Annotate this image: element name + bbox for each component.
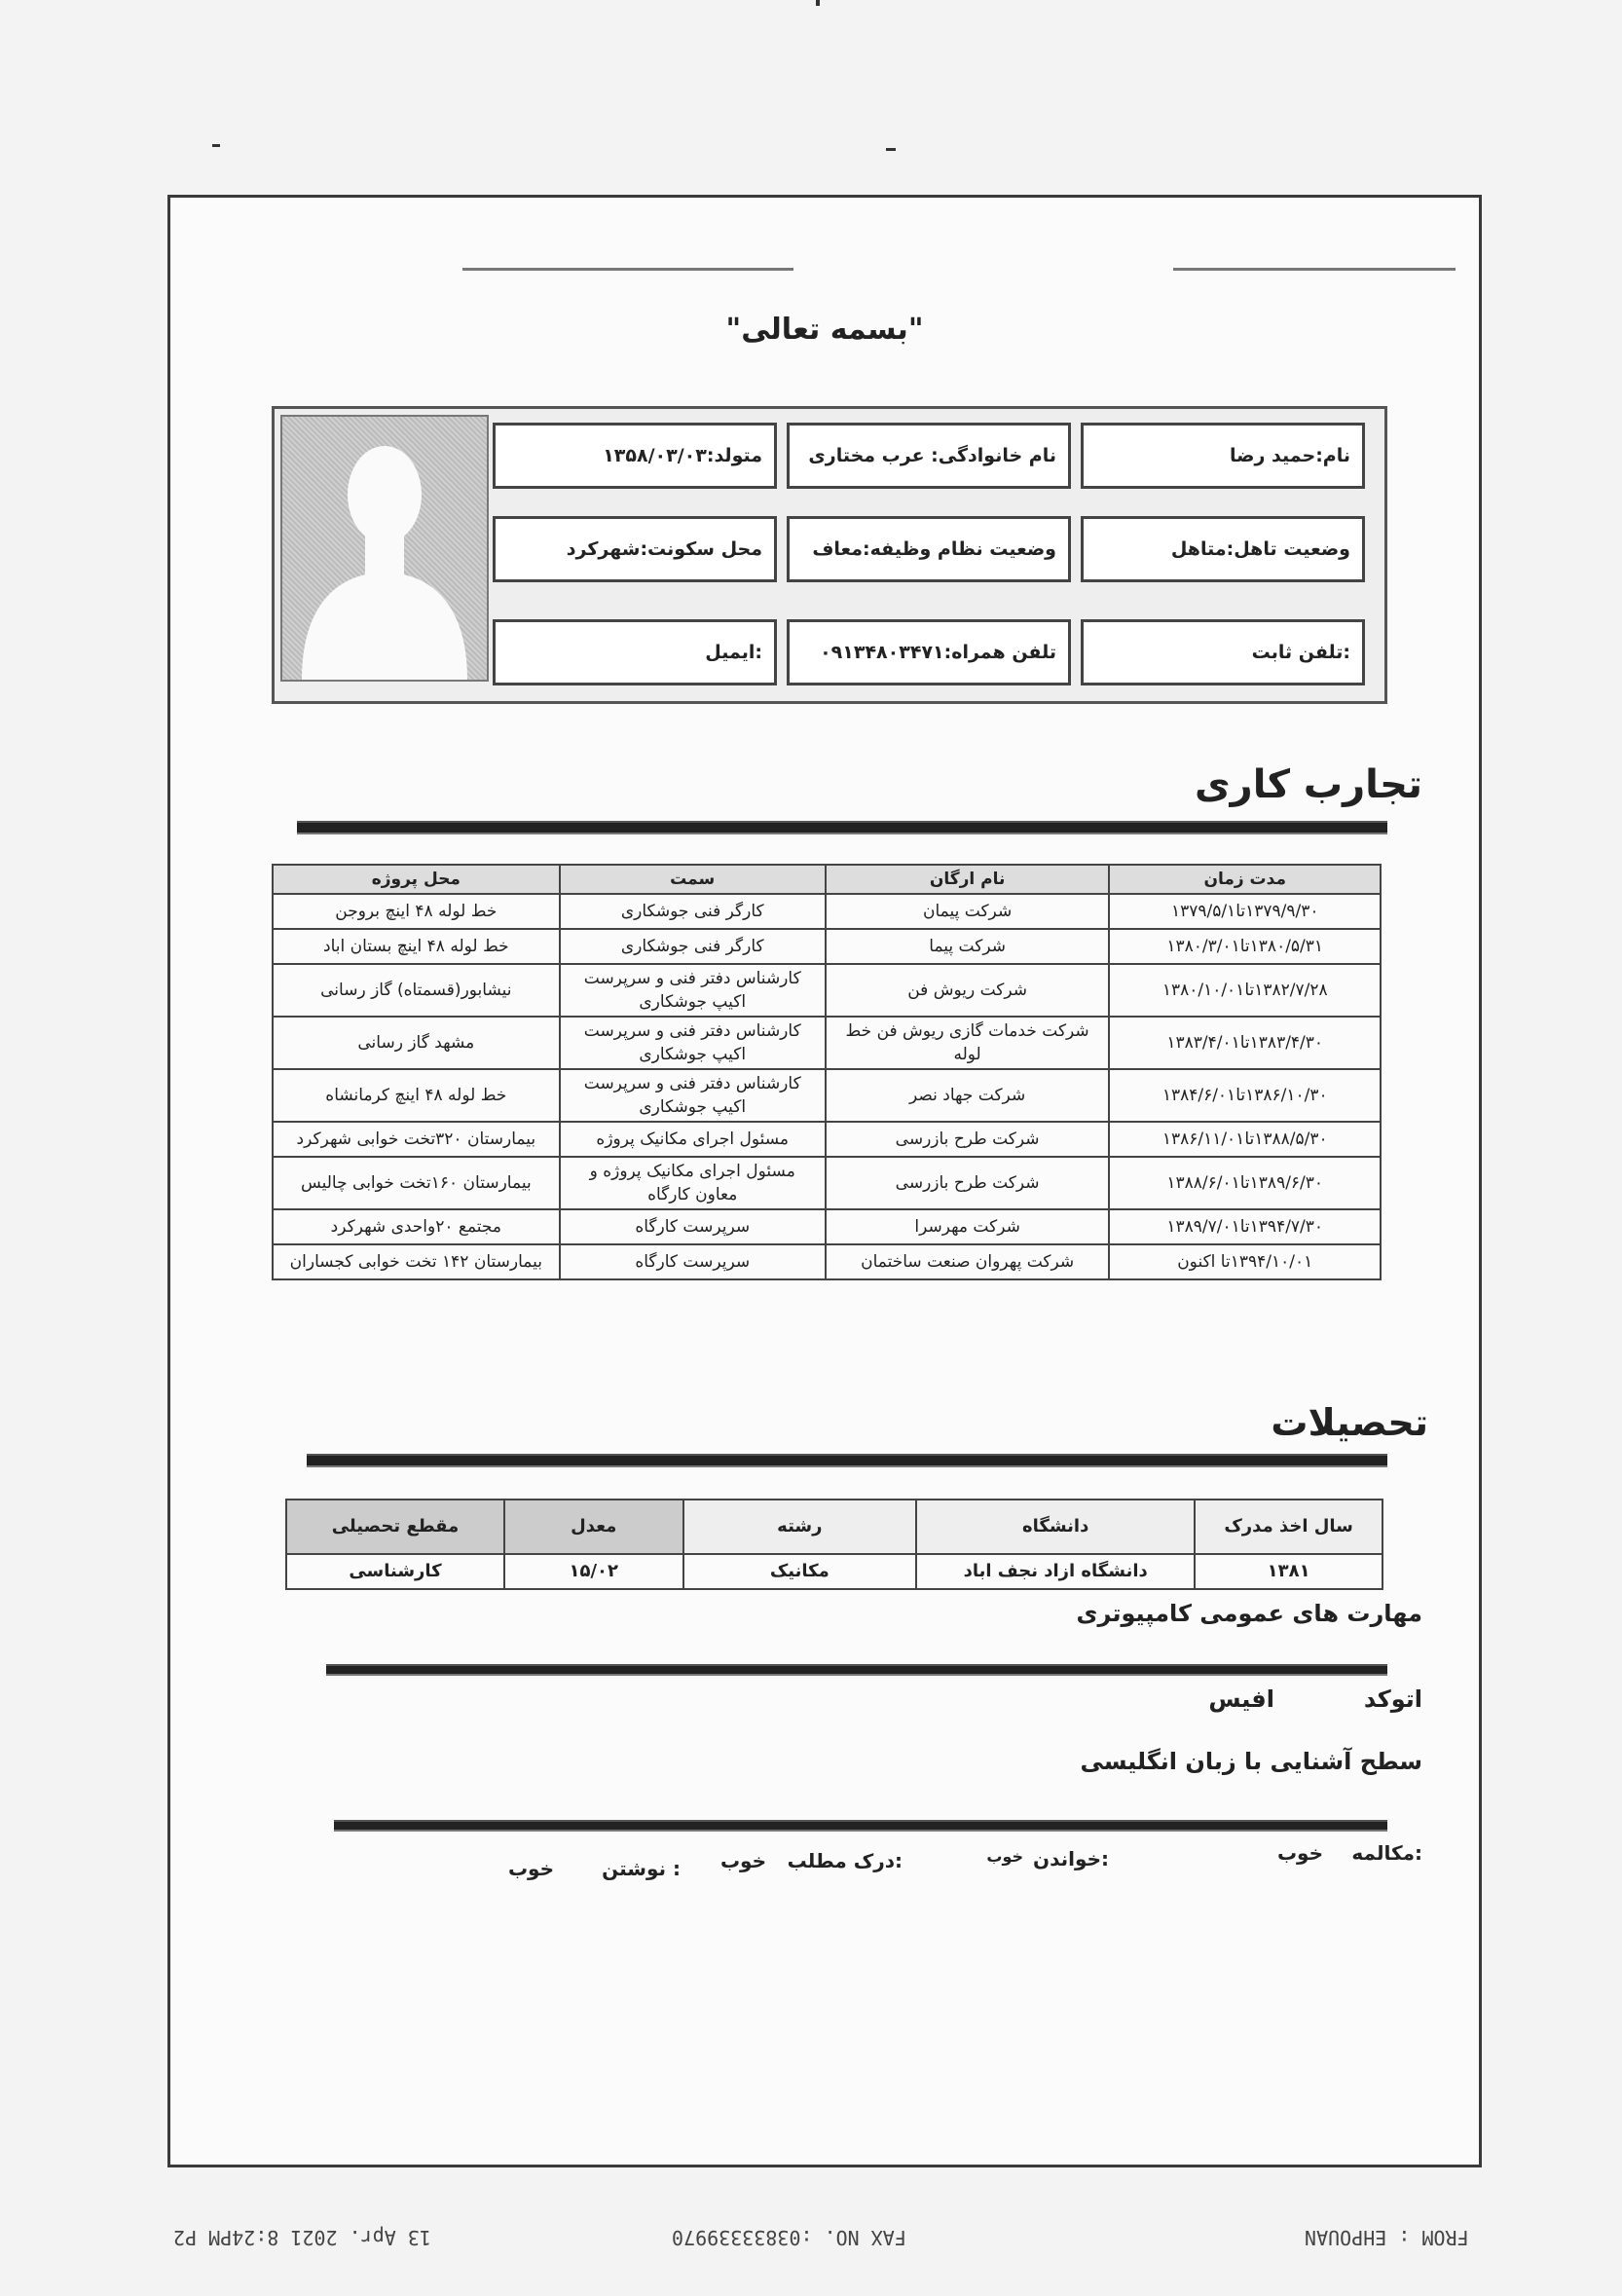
edu-cell: کارشناسی — [286, 1554, 504, 1589]
exp-cell: نیشابور(قسمتاه) گاز رسانی — [273, 964, 560, 1017]
exp-cell: مجتمع ۲۰واحدی شهرکرد — [273, 1209, 560, 1244]
table-row — [273, 1017, 1381, 1069]
table-row — [273, 1244, 1381, 1279]
top-dash — [1173, 268, 1456, 271]
exp-cell: کارشناس دفتر فنی و سرپرست اکیپ جوشکاری — [560, 964, 826, 1017]
top-dash — [462, 268, 793, 271]
skill-autocad: اتوکد — [1363, 1685, 1422, 1713]
exp-cell: کارشناس دفتر فنی و سرپرست اکیپ جوشکاری — [560, 1017, 826, 1069]
lang-writing-label: نوشتن : — [602, 1857, 681, 1880]
exp-header-location: محل پروژه — [273, 865, 560, 894]
experience-table — [272, 864, 1382, 1280]
exp-cell: ۱۳۸۸/۵/۳۰تا۱۳۸۶/۱۱/۰۱ — [1109, 1122, 1381, 1157]
scan-speck — [886, 148, 896, 151]
scan-speck — [816, 0, 820, 6]
edu-header-university: دانشگاه — [916, 1500, 1195, 1554]
exp-cell: بیمارستان ۱۴۲ تخت خوابی کجساران — [273, 1244, 560, 1279]
table-row — [273, 1209, 1381, 1244]
table-row — [273, 894, 1381, 929]
exp-cell: کارشناس دفتر فنی و سرپرست اکیپ جوشکاری — [560, 1069, 826, 1122]
exp-cell: سرپرست کارگاه — [560, 1244, 826, 1279]
exp-cell: مسئول اجرای مکانیک پروژه و معاون کارگاه — [560, 1157, 826, 1209]
exp-cell: ۱۳۸۹/۶/۳۰تا۱۳۸۸/۶/۰۱ — [1109, 1157, 1381, 1209]
exp-cell: مسئول اجرای مکانیک پروژه — [560, 1122, 826, 1157]
education-rule — [307, 1454, 1387, 1467]
exp-header-position: سمت — [560, 865, 826, 894]
field-name: نام:حمید رضا — [1081, 423, 1365, 489]
edu-cell: مکانیک — [683, 1554, 917, 1589]
edu-cell: دانشگاه ازاد نجف اباد — [916, 1554, 1195, 1589]
fax-date: 13 Apr. 2021 8:24PM P2 — [173, 2226, 431, 2249]
exp-cell: خط لوله ۴۸ اینچ بستان اباد — [273, 929, 560, 964]
skills-rule — [326, 1664, 1387, 1676]
language-rule — [334, 1820, 1387, 1832]
exp-cell: ۱۳۹۴/۷/۳۰تا۱۳۸۹/۷/۰۱ — [1109, 1209, 1381, 1244]
exp-header-duration: مدت زمان — [1109, 865, 1381, 894]
edu-cell: ۱۳۸۱ — [1195, 1554, 1382, 1589]
bismillah-heading: "بسمه تعالی" — [725, 313, 924, 347]
exp-cell: ۱۳۷۹/۹/۳۰تا۱۳۷۹/۵/۱ — [1109, 894, 1381, 929]
exp-cell: بیمارستان ۱۶۰تخت خوابی چالیس — [273, 1157, 560, 1209]
exp-cell: ۱۳۸۰/۵/۳۱تا۱۳۸۰/۳/۰۱ — [1109, 929, 1381, 964]
exp-header-organization: نام ارگان — [826, 865, 1110, 894]
scan-speck — [212, 144, 220, 147]
field-email: ایمیل: — [493, 619, 777, 685]
skill-office: افیس — [1208, 1685, 1274, 1713]
fax-from: FROM : EHPOUAN — [1305, 2226, 1469, 2249]
exp-cell: شرکت خدمات گازی ریوش فن خط لوله — [826, 1017, 1110, 1069]
field-military: وضعیت نظام وظیفه:معاف — [787, 516, 1071, 582]
language-title: سطح آشنایی با زبان انگلیسی — [1080, 1748, 1422, 1775]
exp-cell: خط لوله ۴۸ اینچ بروجن — [273, 894, 560, 929]
field-mobile: تلفن همراه:۰۹۱۳۴۸۰۳۴۷۱ — [787, 619, 1071, 685]
lang-speaking-value: خوب — [1276, 1841, 1323, 1865]
edu-header-gpa: معدل — [504, 1500, 683, 1554]
exp-cell: بیمارستان ۳۲۰تخت خوابی شهرکرد — [273, 1122, 560, 1157]
exp-cell: ۱۳۹۴/۱۰/۰۱تا اکنون — [1109, 1244, 1381, 1279]
table-row — [286, 1554, 1382, 1589]
table-row — [273, 1122, 1381, 1157]
exp-cell: ۱۳۸۳/۴/۳۰تا۱۳۸۳/۴/۰۱ — [1109, 1017, 1381, 1069]
exp-cell: ۱۳۸۶/۱۰/۳۰تا۱۳۸۴/۶/۰۱ — [1109, 1069, 1381, 1122]
lang-writing-value: خوب — [507, 1857, 554, 1880]
edu-header-degree: مقطع تحصیلی — [286, 1500, 504, 1554]
lang-comprehension-value: خوب — [719, 1849, 766, 1872]
experience-title: تجارب کاری — [1195, 762, 1422, 807]
lang-reading-value: خوب — [986, 1847, 1023, 1866]
skills-title: مهارت های عمومی کامپیوتری — [1076, 1600, 1422, 1627]
edu-cell: ۱۵/۰۲ — [504, 1554, 683, 1589]
exp-cell: شرکت مهرسرا — [826, 1209, 1110, 1244]
lang-comprehension-label: درک مطلب: — [787, 1849, 903, 1872]
lang-reading-label: خواندن: — [1033, 1847, 1109, 1870]
education-table — [285, 1499, 1383, 1590]
exp-cell: سرپرست کارگاه — [560, 1209, 826, 1244]
person-silhouette-icon — [282, 417, 487, 680]
table-row — [273, 1157, 1381, 1209]
field-born: متولد:۱۳۵۸/۰۳/۰۳ — [493, 423, 777, 489]
education-title: تحصیلات — [1271, 1401, 1428, 1444]
exp-cell: شرکت پهروان صنعت ساختمان — [826, 1244, 1110, 1279]
exp-cell: شرکت پیمان — [826, 894, 1110, 929]
field-residence: محل سکونت:شهرکرد — [493, 516, 777, 582]
personal-info-block — [272, 406, 1387, 704]
resume-page — [167, 195, 1482, 2167]
exp-cell: خط لوله ۴۸ اینچ کرمانشاه — [273, 1069, 560, 1122]
field-phone: تلفن ثابت: — [1081, 619, 1365, 685]
edu-header-field: رشته — [683, 1500, 917, 1554]
field-marital: وضعیت تاهل:متاهل — [1081, 516, 1365, 582]
profile-photo — [280, 415, 489, 682]
field-family: نام خانوادگی: عرب مختاری — [787, 423, 1071, 489]
table-row — [273, 964, 1381, 1017]
fax-number: FAX NO. :03833339970 — [672, 2226, 906, 2249]
exp-cell: مشهد گاز رسانی — [273, 1017, 560, 1069]
exp-cell: شرکت طرح بازرسی — [826, 1157, 1110, 1209]
edu-header-year: سال اخذ مدرک — [1195, 1500, 1382, 1554]
exp-cell: شرکت ریوش فن — [826, 964, 1110, 1017]
lang-speaking-label: مکالمه: — [1351, 1841, 1422, 1865]
exp-cell: شرکت جهاد نصر — [826, 1069, 1110, 1122]
exp-cell: شرکت طرح بازرسی — [826, 1122, 1110, 1157]
exp-cell: کارگر فنی جوشکاری — [560, 929, 826, 964]
experience-rule — [297, 821, 1387, 834]
exp-cell: ۱۳۸۲/۷/۲۸تا۱۳۸۰/۱۰/۰۱ — [1109, 964, 1381, 1017]
exp-cell: کارگر فنی جوشکاری — [560, 894, 826, 929]
table-row — [273, 1069, 1381, 1122]
table-row — [273, 929, 1381, 964]
exp-cell: شرکت پیما — [826, 929, 1110, 964]
